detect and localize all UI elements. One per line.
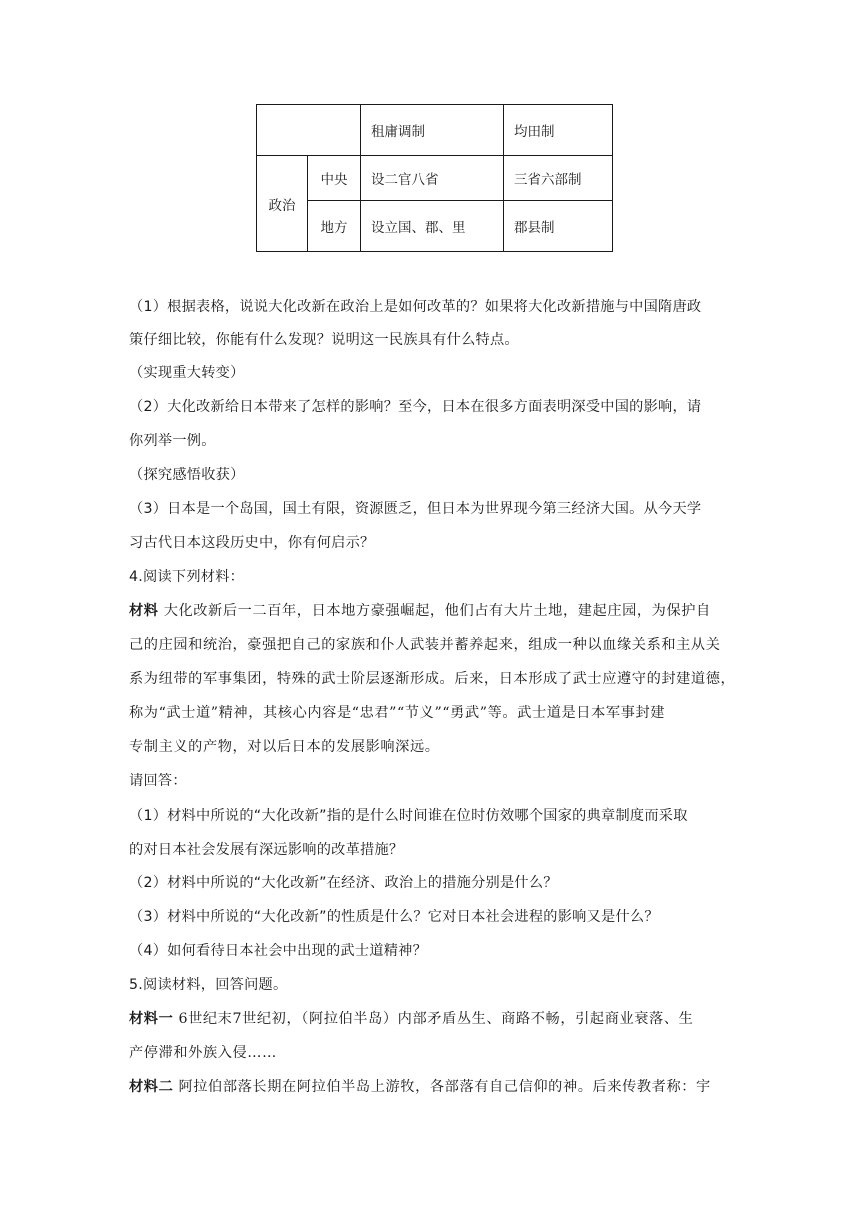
question-title: 4.阅读下列材料： [129, 569, 245, 585]
question-text: （3）日本是一个岛国，国土有限，资源匮乏，但日本为世界现今第三经济大国。从今天学 [129, 501, 702, 517]
material-paragraph [129, 1076, 711, 1096]
question-text: 你列举一例。 [129, 433, 216, 449]
material-text: 系为纽带的军事集团，特殊的武士阶层逐渐形成。后来，日本形成了武士应遵守的封建道德， [129, 671, 736, 687]
table-cell: 三省六部制 [504, 156, 613, 201]
question-text: （4）如何看待日本社会中出现的武士道精神？ [129, 943, 428, 959]
table-header-row [257, 105, 613, 156]
table-header-cell: 均田制 [504, 105, 613, 156]
question-text: （3）材料中所说的“大化改新”的性质是什么？它对日本社会进程的影响又是什么？ [129, 909, 659, 925]
question-text: 策仔细比较，你能有什么发现？说明这一民族具有什么特点。 [129, 332, 519, 348]
material-label: 材料一 [129, 1011, 174, 1027]
material-paragraph [129, 1008, 693, 1028]
section-label: （实现重大转变） [129, 365, 245, 381]
question-text: 习古代日本这段历史中，你有何启示？ [129, 535, 375, 551]
table-cell: 设立国、郡、里 [361, 201, 504, 252]
material-text: 大化改新后一二百年，日本地方豪强崛起，他们占有大片土地，建起庄园，为保护自 [158, 603, 711, 619]
table-row-group-label: 政治 [257, 156, 308, 252]
prompt-text: 请回答： [129, 773, 187, 789]
table-cell: 郡县制 [504, 201, 613, 252]
table-row-label: 地方 [308, 201, 361, 252]
table-header-cell: 租庸调制 [361, 105, 504, 156]
material-paragraph [129, 600, 711, 620]
material-text: 称为“武士道”精神，其核心内容是“忠君”“节义”“勇武”等。武士道是日本军事封建 [129, 705, 666, 721]
question-text: 的对日本社会发展有深远影响的改革措施？ [129, 842, 404, 858]
question-text: （1）根据表格，说说大化改新在政治上是如何改革的？如果将大化改新措施与中国隋唐政 [129, 299, 702, 315]
material-text: 6世纪末7世纪初，（阿拉伯半岛）内部矛盾丛生、商路不畅，引起商业衰落、生 [173, 1011, 694, 1027]
table-row [257, 201, 613, 252]
comparison-table [256, 104, 613, 252]
table-corner-cell [257, 105, 361, 156]
material-text: 产停滞和外族入侵…… [129, 1045, 277, 1061]
question-text: （2）材料中所说的“大化改新”在经济、政治上的措施分别是什么？ [129, 875, 558, 891]
material-text: 阿拉伯部落长期在阿拉伯半岛上游牧，各部落有自己信仰的神。后来传教者称：宇 [173, 1079, 711, 1095]
material-text: 己的庄园和统治，豪强把自己的家族和仆人武装并蓄养起来，组成一种以血缘关系和主从关 [129, 637, 721, 653]
table-cell: 设二官八省 [361, 156, 504, 201]
table-row [257, 156, 613, 201]
table-row-label: 中央 [308, 156, 361, 201]
question-title: 5.阅读材料，回答问题。 [129, 977, 288, 993]
question-text: （2）大化改新给日本带来了怎样的影响？至今，日本在很多方面表明深受中国的影响，请 [129, 399, 702, 415]
section-label: （探究感悟收获） [129, 467, 245, 483]
question-text: （1）材料中所说的“大化改新”指的是什么时间谁在位时仿效哪个国家的典章制度而采取 [129, 808, 688, 824]
material-text: 专制主义的产物，对以后日本的发展影响深远。 [129, 739, 440, 755]
material-label: 材料 [129, 603, 159, 619]
material-label: 材料二 [129, 1079, 174, 1095]
